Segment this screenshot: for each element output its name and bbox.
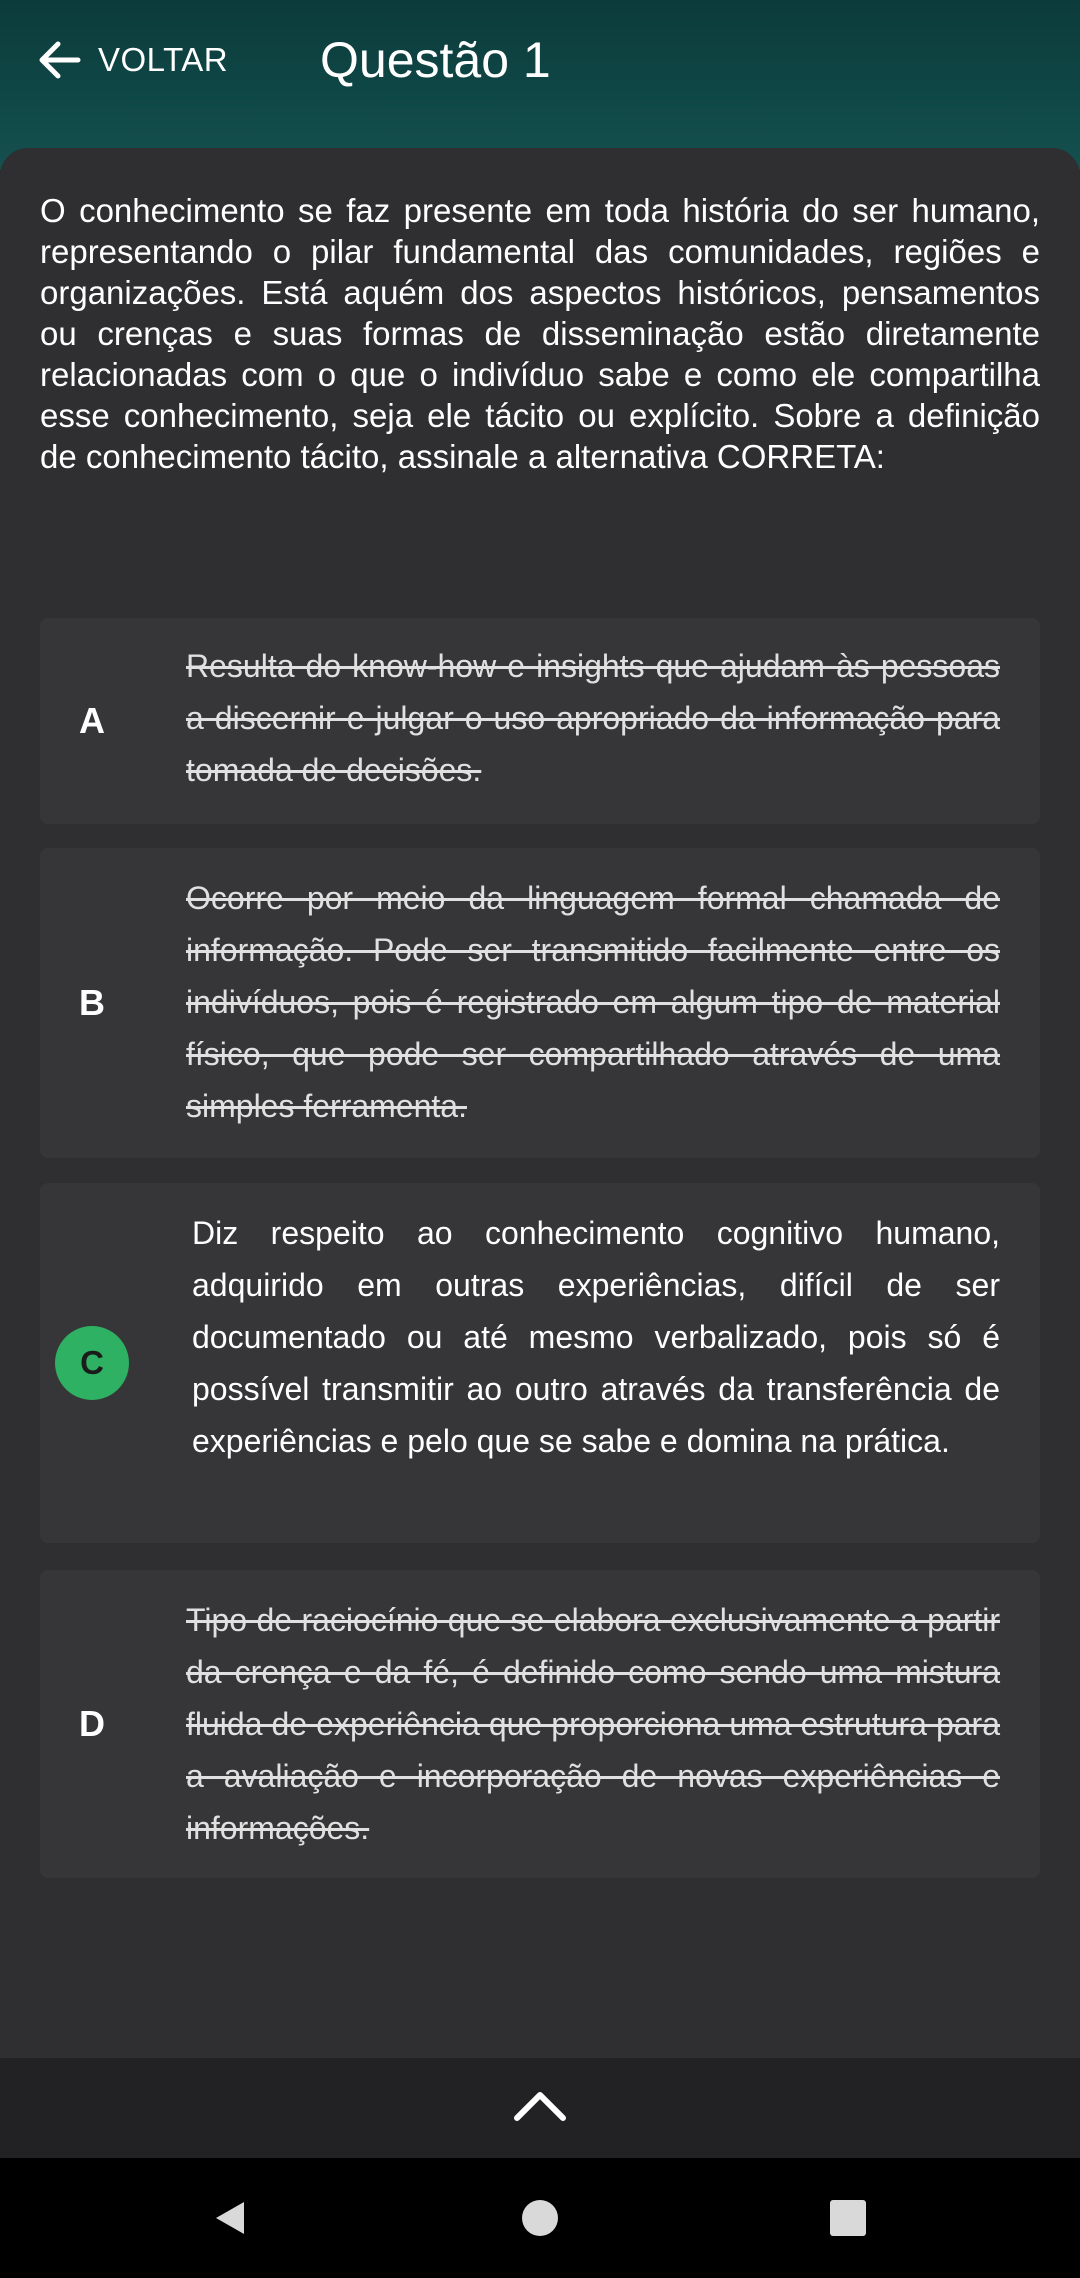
arrow-left-icon bbox=[36, 37, 82, 83]
back-button[interactable] bbox=[36, 34, 228, 86]
option-text: Resulta do know-how e insights que ajudam às pessoas a discernir e julgar o uso apropriado da informação para tomada de decisões. bbox=[186, 648, 1000, 788]
selected-letter-circle: C bbox=[55, 1326, 129, 1400]
option-letter: B bbox=[79, 982, 105, 1023]
question-statement: O conhecimento se faz presente em toda história do ser humano, representando o pilar fundamental das comunidades, regiões e organizações. Está aquém dos aspectos históricos, pensamentos ou crenças e suas formas de disseminação estão diretamente relacionadas com o que o indivíduo sabe e como ele compartilha esse conhecimento, seja ele tácito ou explícito. Sobre a definição de conhecimento tácito, assinale a alternativa CORRETA: bbox=[40, 192, 1040, 475]
option-letter: A bbox=[79, 700, 105, 741]
nav-back-icon[interactable] bbox=[200, 2188, 260, 2248]
page-title: Questão 1 bbox=[320, 32, 551, 88]
option-letter-badge bbox=[40, 1183, 144, 1543]
option-text: Ocorre por meio da linguagem formal chamada de informação. Pode ser transmitido facilmente entre os indivíduos, pois é registrado em algum tipo de material físico, que pode ser compartilhado através de uma simples ferramenta. bbox=[186, 880, 1000, 1124]
nav-recents-icon[interactable] bbox=[818, 2188, 878, 2248]
option-letter: D bbox=[79, 1703, 105, 1744]
option-a[interactable] bbox=[40, 618, 1040, 824]
app-header bbox=[0, 0, 1080, 170]
option-d[interactable] bbox=[40, 1570, 1040, 1878]
question-card bbox=[0, 148, 1080, 2058]
nav-home-icon[interactable] bbox=[510, 2188, 570, 2248]
option-text: Tipo de raciocínio que se elabora exclusivamente a partir da crença e da fé, é definido como sendo uma mistura fluida de experiência que proporciona uma estrutura para a avaliação e incorporação de novas experiências e informações. bbox=[186, 1602, 1000, 1846]
option-b[interactable] bbox=[40, 848, 1040, 1158]
system-navigation-bar bbox=[0, 2158, 1080, 2278]
chevron-up-icon[interactable] bbox=[512, 2089, 568, 2128]
bottom-panel-bar[interactable] bbox=[0, 2058, 1080, 2158]
option-c[interactable] bbox=[40, 1183, 1040, 1543]
back-label: VOLTAR bbox=[98, 41, 229, 78]
option-text: Diz respeito ao conhecimento cognitivo humano, adquirido em outras experiências, difícil de ser documentado ou até mesmo verbalizado, pois só é possível transmitir ao outro através da transferência de experiências e pelo que se sabe e domina na prática. bbox=[192, 1215, 1000, 1459]
